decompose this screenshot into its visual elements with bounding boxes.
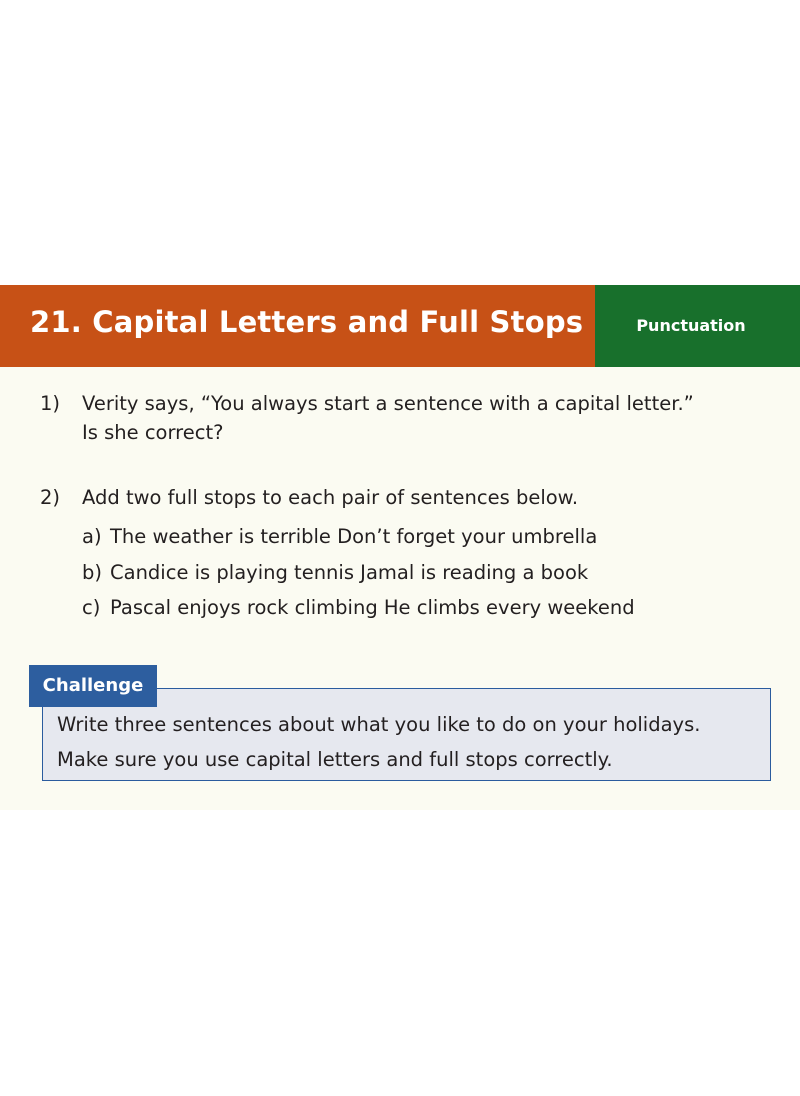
sub-question-letter: b) [82, 561, 102, 584]
challenge-text: Write three sentences about what you like to do on your holidays. [57, 713, 701, 736]
sub-question-letter: c) [82, 596, 101, 619]
question-text: Verity says, “You always start a sentence with a capital letter.” [82, 392, 694, 415]
sub-question-a [82, 523, 597, 551]
sub-question-letter: a) [82, 525, 102, 548]
question-text: Is she correct? [82, 421, 224, 444]
challenge-text: Make sure you use capital letters and full stops correctly. [57, 748, 613, 771]
sub-question-c [82, 594, 635, 622]
title-bar [0, 285, 595, 367]
card-header [0, 285, 800, 367]
sub-question-text: The weather is terrible Don’t forget your umbrella [110, 525, 598, 548]
sub-question-b [82, 559, 588, 587]
question-number: 2) [40, 486, 61, 509]
question-text: Add two full stops to each pair of sentences below. [82, 486, 579, 509]
category-bar [595, 285, 800, 367]
sub-question-text: Candice is playing tennis Jamal is reading a book [110, 561, 589, 584]
sub-question-text: Pascal enjoys rock climbing He climbs every weekend [110, 596, 635, 619]
question-number: 1) [40, 392, 61, 415]
category-label: Punctuation [636, 316, 746, 335]
activity-card [0, 285, 800, 810]
page-title: 21. Capital Letters and Full Stops [30, 305, 584, 339]
challenge-label: Challenge [29, 665, 157, 707]
